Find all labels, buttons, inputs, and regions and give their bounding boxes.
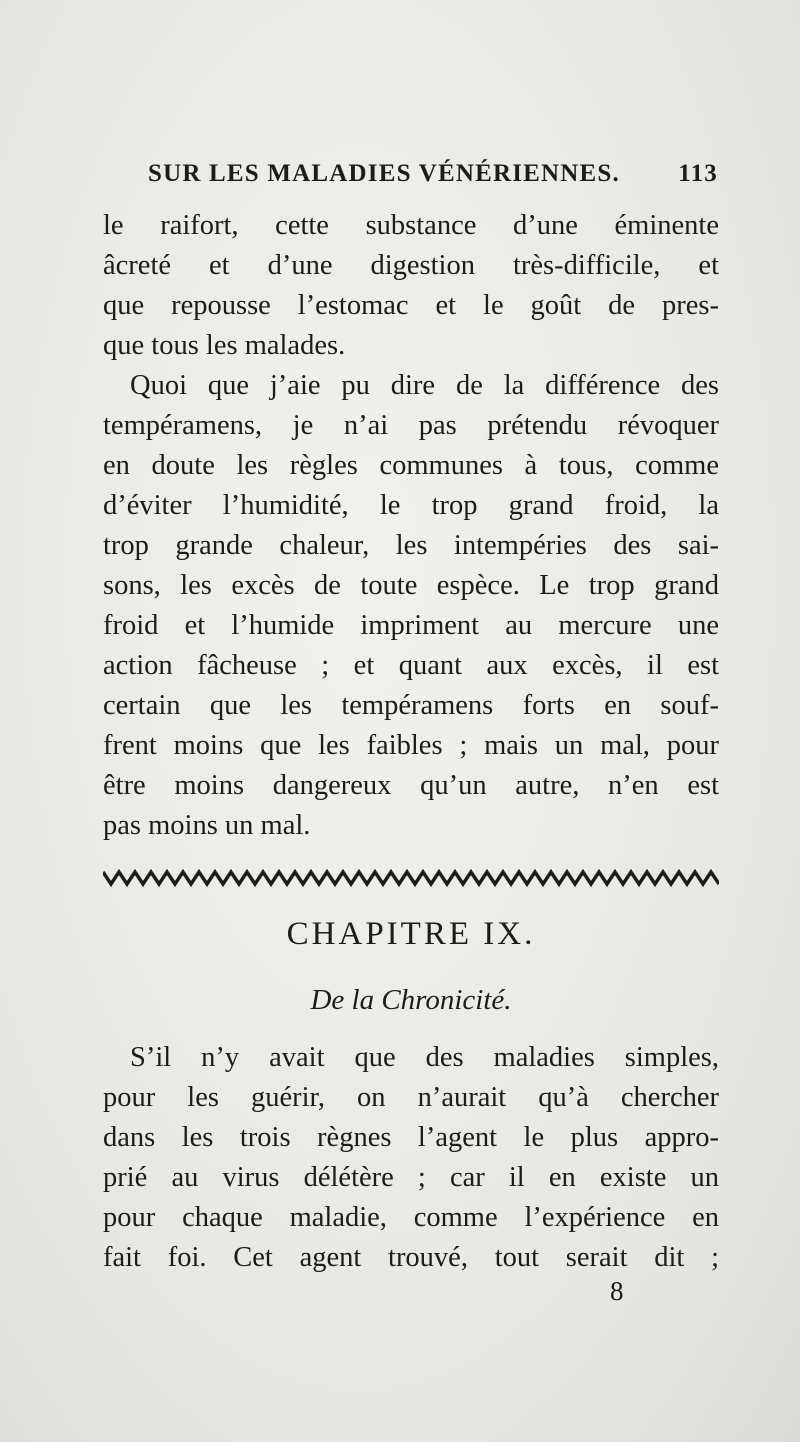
text-line: que tous les malades. [103, 330, 346, 361]
text-line: action fâcheuse ; et quant aux excès, il est [103, 650, 719, 681]
chapter-title: CHAPITRE IX. [286, 916, 536, 952]
text-line: dans les trois règnes l’agent le plus appro- [103, 1122, 719, 1153]
chapter-subtitle: De la Chronicité. [310, 984, 512, 1016]
signature-mark: 8 [610, 1276, 624, 1306]
running-head-title: SUR LES MALADIES VÉNÉRIENNES. [148, 160, 620, 187]
text-line: fait foi. Cet agent trouvé, tout serait dit ; [103, 1242, 719, 1273]
text-line: trop grande chaleur, les intempéries des sai- [103, 530, 719, 561]
text-line: froid et l’humide impriment au mercure une [103, 610, 719, 641]
text-line: pour chaque maladie, comme l’expérience en [103, 1202, 719, 1233]
text-line: le raifort, cette substance d’une éminente [103, 210, 719, 241]
running-head [148, 160, 718, 188]
text-line: certain que les tempéramens forts en souf- [103, 690, 719, 721]
body-text-top [103, 206, 719, 846]
text-line: pas moins un mal. [103, 810, 311, 841]
text-line: en doute les règles communes à tous, comme [103, 450, 719, 481]
text-line: que repousse l’estomac et le goût de pres- [103, 290, 719, 321]
body-text-bottom [103, 1038, 719, 1278]
ornamental-rule [103, 868, 719, 888]
ornament-zigzag [103, 872, 719, 884]
text-line: frent moins que les faibles ; mais un mal, pour [103, 730, 719, 761]
text-line: d’éviter l’humidité, le trop grand froid, la [103, 490, 719, 521]
text-line: tempéramens, je n’ai pas prétendu révoquer [103, 410, 719, 441]
page-number: 113 [678, 160, 718, 187]
text-line: pour les guérir, on n’aurait qu’à chercher [103, 1082, 719, 1113]
text-line: S’il n’y avait que des maladies simples, [130, 1042, 719, 1073]
text-line: Quoi que j’aie pu dire de la différence des [130, 370, 719, 401]
text-line: prié au virus délétère ; car il en existe un [103, 1162, 719, 1193]
text-line: âcreté et d’une digestion très-difficile, et [103, 250, 719, 281]
text-line: être moins dangereux qu’un autre, n’en est [103, 770, 719, 801]
text-line: sons, les excès de toute espèce. Le trop grand [103, 570, 719, 601]
